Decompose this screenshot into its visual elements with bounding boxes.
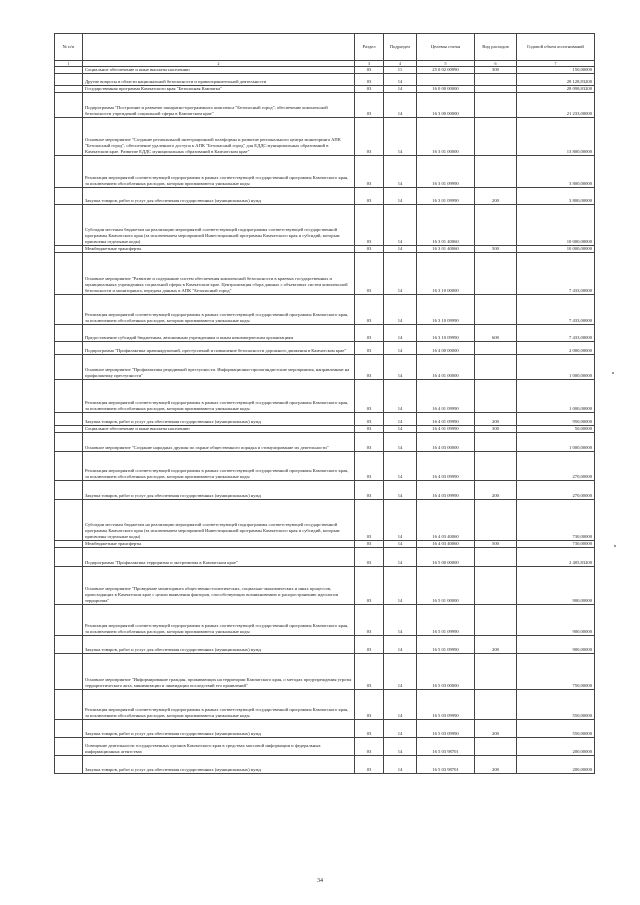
- row-subsection: 14: [384, 188, 417, 205]
- row-target-code: 16 3 01 00000: [417, 118, 475, 156]
- row-target-code: 16 5 03 00000: [417, 654, 475, 690]
- row-number: [55, 205, 83, 246]
- row-expense-type: 500: [475, 246, 517, 253]
- row-section: 03: [355, 690, 384, 720]
- row-section: 03: [355, 355, 384, 380]
- row-name: Основное мероприятие "Проведение мониторинга общественно-политических, социально-экономических и иных процессов, происходящих в Камчатском крае с целью выявления факторов, способствующих возникновению и распространению идеологии терроризма": [83, 567, 355, 605]
- row-total: 3 800,00000: [517, 156, 595, 188]
- table-row: [55, 67, 595, 74]
- row-name: Подпрограмма "Профилактика терроризма и экстремизма в Камчатском крае": [83, 548, 355, 567]
- row-section: 03: [355, 654, 384, 690]
- row-subsection: 14: [384, 481, 417, 500]
- row-expense-type: [475, 295, 517, 325]
- row-subsection: 14: [384, 426, 417, 433]
- table-row: [55, 253, 595, 295]
- row-number: [55, 433, 83, 452]
- row-total: 13 800,00000: [517, 118, 595, 156]
- row-section: 03: [355, 118, 384, 156]
- row-name: Реализация мероприятий соответствующей подпрограммы в рамках соответствующей государственной программы Камчатского края, за исключением обособленных расходов, которым присваиваются уникальные коды: [83, 156, 355, 188]
- row-target-code: 16 3 01 40060: [417, 205, 475, 246]
- scan-speck: [614, 545, 616, 547]
- table-row: [55, 481, 595, 500]
- row-section: 03: [355, 738, 384, 756]
- table-row: [55, 756, 595, 774]
- row-subsection: 14: [384, 690, 417, 720]
- row-number: [55, 156, 83, 188]
- row-total: 2 405,83200: [517, 548, 595, 567]
- row-total: 10 000,00000: [517, 246, 595, 253]
- row-subsection: 14: [384, 541, 417, 548]
- row-total: 1 000,00000: [517, 355, 595, 380]
- table-row: [55, 118, 595, 156]
- row-expense-type: [475, 433, 517, 452]
- table-row: [55, 452, 595, 481]
- row-name: Закупка товаров, работ и услуг для обеспечения государственных (муниципальных) нужд: [83, 720, 355, 738]
- row-name: Субсидии местным бюджетам на реализацию мероприятий соответствующей подпрограммы соответствующей государственной программы Камчатского края (за исключением мероприятий Инвестиционной программы Камчатского края и субсидий, которым присвоены отдельные коды): [83, 205, 355, 246]
- row-number: [55, 426, 83, 433]
- row-subsection: 14: [384, 246, 417, 253]
- row-target-code: 25 0 02 00990: [417, 67, 475, 74]
- row-number: [55, 118, 83, 156]
- row-name: Основное мероприятие "Информирование граждан, проживающих на территории Камчатского края, о методах предупреждения угрозы террористического акта, минимизации и ликвидации последствий его проявлений": [83, 654, 355, 690]
- row-expense-type: 300: [475, 426, 517, 433]
- table-row: [55, 567, 595, 605]
- row-section: 03: [355, 541, 384, 548]
- row-section: 03: [355, 67, 384, 74]
- row-name: Межбюджетные трансферты: [83, 246, 355, 253]
- row-total: 900,00000: [517, 567, 595, 605]
- row-expense-type: 500: [475, 541, 517, 548]
- column-number: 3: [355, 61, 384, 67]
- table-row: [55, 86, 595, 93]
- row-expense-type: [475, 74, 517, 86]
- row-target-code: 16 3 10 00000: [417, 253, 475, 295]
- budget-table: [54, 33, 595, 774]
- header-total: Годовой объем ассигнований: [517, 34, 595, 61]
- row-name: Основное мероприятие "Профилактика рецидивной преступности. Информационно-пропагандистские мероприятия, направленные на профилактику преступности": [83, 355, 355, 380]
- row-name: Межбюджетные трансферты: [83, 541, 355, 548]
- header-name: [83, 34, 355, 61]
- row-number: [55, 452, 83, 481]
- row-target-code: 16 5 01 00000: [417, 567, 475, 605]
- row-number: [55, 605, 83, 636]
- row-subsection: 14: [384, 654, 417, 690]
- row-subsection: 14: [384, 452, 417, 481]
- table-row: [55, 205, 595, 246]
- row-name: Основное мероприятие "Развитие и содержание систем обеспечения комплексной безопасности в краевых государственных и муниципальных учреждениях социальной сферы в Камчатском крае. Централизация сбора данных с объектовых систем комплексной безопасности и мониторинга, передача данных в АПК "Безопасный город": [83, 253, 355, 295]
- row-number: [55, 93, 83, 118]
- row-section: 03: [355, 567, 384, 605]
- row-section: 03: [355, 452, 384, 481]
- row-section: 03: [355, 93, 384, 118]
- row-target-code: 16 5 01 09990: [417, 636, 475, 654]
- row-subsection: 14: [384, 74, 417, 86]
- row-target-code: 16 4 03 40060: [417, 541, 475, 548]
- row-expense-type: [475, 690, 517, 720]
- row-name: Социальное обеспечение и иные выплаты населению: [83, 426, 355, 433]
- row-expense-type: [475, 342, 517, 355]
- row-subsection: 11: [384, 67, 417, 74]
- row-target-code: 16 4 00 00000: [417, 342, 475, 355]
- row-section: 03: [355, 342, 384, 355]
- row-subsection: 14: [384, 738, 417, 756]
- row-section: 03: [355, 481, 384, 500]
- row-number: [55, 355, 83, 380]
- row-total: 7 433,00000: [517, 253, 595, 295]
- column-number: 4: [384, 61, 417, 67]
- row-section: 03: [355, 433, 384, 452]
- row-name: Основное мероприятие "Создание региональной интеграционной платформы и развитие регионального центра мониторинга АПК "Безопасный город", обеспечение удаленного доступа к АПК "Безопасный город" для ЕДДС муниципальных образований в Камчатском крае. Развитие ЕДДС муниципальных образований в Камчатском крае": [83, 118, 355, 156]
- table-body: [55, 67, 595, 774]
- row-subsection: 14: [384, 156, 417, 188]
- row-total: 2 000,00000: [517, 342, 595, 355]
- row-name: Реализация мероприятий соответствующей подпрограммы в рамках соответствующей государственной программы Камчатского края, за исключением обособленных расходов, которым присваиваются уникальные коды: [83, 690, 355, 720]
- row-target-code: 16 5 03 09990: [417, 690, 475, 720]
- row-total: 550,00000: [517, 720, 595, 738]
- row-total: 270,00000: [517, 452, 595, 481]
- row-number: [55, 342, 83, 355]
- table-row: [55, 433, 595, 452]
- row-section: 03: [355, 253, 384, 295]
- table-row: [55, 541, 595, 548]
- row-expense-type: [475, 452, 517, 481]
- row-name: Закупка товаров, работ и услуг для обеспечения государственных (муниципальных) нужд: [83, 636, 355, 654]
- row-expense-type: [475, 605, 517, 636]
- row-name: Подпрограмма "Построение и развитие аппаратно-программного комплекса "Безопасный город", обеспечение комплексной безопасности учреждений социальной сферы в Камчатском крае": [83, 93, 355, 118]
- row-subsection: 14: [384, 756, 417, 774]
- row-total: 7 433,00000: [517, 295, 595, 325]
- row-expense-type: 200: [475, 756, 517, 774]
- row-expense-type: 200: [475, 188, 517, 205]
- row-number: [55, 500, 83, 541]
- table-row: [55, 413, 595, 426]
- row-name: Другие вопросы в области национальной безопасности и правоохранительной деятельности: [83, 74, 355, 86]
- row-number: [55, 246, 83, 253]
- table-row: [55, 500, 595, 541]
- row-total: 730,00000: [517, 500, 595, 541]
- row-target-code: 16 3 01 40060: [417, 246, 475, 253]
- table-row: [55, 654, 595, 690]
- row-section: 03: [355, 156, 384, 188]
- row-target-code: 16 4 01 09990: [417, 413, 475, 426]
- row-target-code: 16 4 03 00000: [417, 433, 475, 452]
- row-total: 7 433,00000: [517, 325, 595, 342]
- row-target-code: 16 0 00 00000: [417, 86, 475, 93]
- row-number: [55, 738, 83, 756]
- row-total: 900,00000: [517, 605, 595, 636]
- row-name: Реализация мероприятий соответствующей подпрограммы в рамках соответствующей государственной программы Камчатского края, за исключением обособленных расходов, которым присваиваются уникальные коды: [83, 295, 355, 325]
- column-number: 5: [417, 61, 475, 67]
- table-row: [55, 720, 595, 738]
- row-subsection: 14: [384, 93, 417, 118]
- table-row: [55, 342, 595, 355]
- row-number: [55, 86, 83, 93]
- row-subsection: 14: [384, 433, 417, 452]
- row-number: [55, 325, 83, 342]
- row-target-code: 16 3 10 09990: [417, 295, 475, 325]
- table-row: [55, 738, 595, 756]
- row-expense-type: 300: [475, 67, 517, 74]
- row-name: Закупка товаров, работ и услуг для обеспечения государственных (муниципальных) нужд: [83, 413, 355, 426]
- row-number: [55, 541, 83, 548]
- column-number: 7: [517, 61, 595, 67]
- row-name: Предоставление субсидий бюджетным, автономным учреждениям и иным некоммерческим организациям: [83, 325, 355, 342]
- row-number: [55, 67, 83, 74]
- row-name: Основное мероприятие "Создание народных дружин по охране общественного порядка и стимулирование их деятельности": [83, 433, 355, 452]
- row-expense-type: 600: [475, 325, 517, 342]
- table-row: [55, 156, 595, 188]
- row-subsection: 14: [384, 205, 417, 246]
- table-row: [55, 325, 595, 342]
- row-target-code: 16 4 03 40060: [417, 500, 475, 541]
- row-expense-type: [475, 86, 517, 93]
- row-number: [55, 253, 83, 295]
- row-target-code: 16 4 03 09990: [417, 452, 475, 481]
- column-number: 6: [475, 61, 517, 67]
- row-name: Подпрограмма "Профилактика правонарушений, преступлений и повышение безопасности дорожного движения в Камчатском крае": [83, 342, 355, 355]
- table-row: [55, 93, 595, 118]
- row-name: Социальное обеспечение и иные выплаты населению: [83, 67, 355, 74]
- table-row: [55, 295, 595, 325]
- row-section: 03: [355, 426, 384, 433]
- table-row: [55, 380, 595, 413]
- row-expense-type: [475, 654, 517, 690]
- row-subsection: 14: [384, 342, 417, 355]
- row-total: 950,00000: [517, 413, 595, 426]
- row-expense-type: [475, 567, 517, 605]
- row-expense-type: [475, 253, 517, 295]
- column-number: 1: [55, 61, 83, 67]
- row-target-code: 16 3 00 00000: [417, 93, 475, 118]
- row-section: 03: [355, 720, 384, 738]
- row-number: [55, 654, 83, 690]
- row-expense-type: [475, 738, 517, 756]
- row-number: [55, 567, 83, 605]
- row-target-code: 16 4 01 00000: [417, 355, 475, 380]
- row-target-code: 16 3 10 09990: [417, 325, 475, 342]
- row-total: 28 128,83200: [517, 74, 595, 86]
- row-expense-type: [475, 500, 517, 541]
- table-row: [55, 605, 595, 636]
- row-total: 1 000,00000: [517, 433, 595, 452]
- row-subsection: 14: [384, 636, 417, 654]
- table-row: [55, 548, 595, 567]
- row-total: 28 098,83200: [517, 86, 595, 93]
- row-target-code: 16 3 01 09990: [417, 188, 475, 205]
- row-name: Реализация мероприятий соответствующей подпрограммы в рамках соответствующей государственной программы Камчатского края, за исключением обособленных расходов, которым присваиваются уникальные коды: [83, 452, 355, 481]
- table-row: [55, 74, 595, 86]
- row-total: 150,00000: [517, 67, 595, 74]
- table-row: [55, 426, 595, 433]
- row-subsection: 14: [384, 500, 417, 541]
- row-total: 50,00000: [517, 426, 595, 433]
- row-total: 3 800,00000: [517, 188, 595, 205]
- row-number: [55, 690, 83, 720]
- row-name: Закупка товаров, работ и услуг для обеспечения государственных (муниципальных) нужд: [83, 481, 355, 500]
- row-expense-type: [475, 93, 517, 118]
- row-number: [55, 295, 83, 325]
- table-header: [55, 34, 595, 67]
- row-number: [55, 74, 83, 86]
- row-total: 200,00000: [517, 756, 595, 774]
- row-subsection: 14: [384, 118, 417, 156]
- row-total: 21 233,00000: [517, 93, 595, 118]
- row-target-code: 16 4 03 09990: [417, 481, 475, 500]
- row-number: [55, 380, 83, 413]
- row-expense-type: [475, 205, 517, 246]
- row-number: [55, 636, 83, 654]
- row-subsection: 14: [384, 380, 417, 413]
- row-total: 750,00000: [517, 654, 595, 690]
- row-section: 03: [355, 74, 384, 86]
- row-name: Государственная программа Камчатского края "Безопасная Камчатка": [83, 86, 355, 93]
- row-expense-type: [475, 380, 517, 413]
- page-number: 34: [317, 878, 323, 884]
- row-number: [55, 756, 83, 774]
- row-section: 03: [355, 86, 384, 93]
- table-row: [55, 246, 595, 253]
- row-expense-type: [475, 118, 517, 156]
- row-subsection: 14: [384, 355, 417, 380]
- row-section: 03: [355, 500, 384, 541]
- row-name: Освещение деятельности государственных органов Камчатского края в средствах массовой информации и федеральных информационных агентствах: [83, 738, 355, 756]
- row-number: [55, 548, 83, 567]
- table-row: [55, 355, 595, 380]
- row-expense-type: [475, 355, 517, 380]
- row-target-code: 16 5 00 00000: [417, 548, 475, 567]
- row-expense-type: 200: [475, 720, 517, 738]
- row-section: 03: [355, 548, 384, 567]
- row-total: 270,00000: [517, 481, 595, 500]
- row-target-code: 16 4 01 09990: [417, 426, 475, 433]
- row-section: 03: [355, 295, 384, 325]
- header-target: Целевая статья: [417, 34, 475, 61]
- row-name: Закупка товаров, работ и услуг для обеспечения государственных (муниципальных) нужд: [83, 188, 355, 205]
- row-subsection: 14: [384, 86, 417, 93]
- row-target-code: 16 5 03 98701: [417, 756, 475, 774]
- row-target-code: 16 5 01 09990: [417, 605, 475, 636]
- row-number: [55, 188, 83, 205]
- row-name: Реализация мероприятий соответствующей подпрограммы в рамках соответствующей государственной программы Камчатского края, за исключением обособленных расходов, которым присваиваются уникальные коды: [83, 605, 355, 636]
- table-row: [55, 188, 595, 205]
- row-number: [55, 413, 83, 426]
- row-subsection: 14: [384, 295, 417, 325]
- header-subsection: Подраздел: [384, 34, 417, 61]
- row-total: 200,00000: [517, 738, 595, 756]
- row-expense-type: 200: [475, 481, 517, 500]
- row-section: 03: [355, 636, 384, 654]
- row-subsection: 14: [384, 325, 417, 342]
- row-subsection: 14: [384, 567, 417, 605]
- header-num: № п/п: [55, 34, 83, 61]
- row-target-code: 16 3 01 09990: [417, 156, 475, 188]
- row-expense-type: [475, 548, 517, 567]
- row-name: Реализация мероприятий соответствующей подпрограммы в рамках соответствующей государственной программы Камчатского края, за исключением обособленных расходов, которым присваиваются уникальные коды: [83, 380, 355, 413]
- column-number: 2: [83, 61, 355, 67]
- row-total: 730,00000: [517, 541, 595, 548]
- row-expense-type: [475, 156, 517, 188]
- header-section: Раздел: [355, 34, 384, 61]
- row-number: [55, 720, 83, 738]
- row-target-code: 16 5 03 98701: [417, 738, 475, 756]
- row-subsection: 14: [384, 548, 417, 567]
- row-target-code: 16 4 01 09990: [417, 380, 475, 413]
- row-subsection: 14: [384, 253, 417, 295]
- table-row: [55, 690, 595, 720]
- header-row: [55, 34, 595, 61]
- row-subsection: 14: [384, 720, 417, 738]
- row-subsection: 14: [384, 605, 417, 636]
- scan-speck: [612, 372, 614, 374]
- row-total: 10 000,00000: [517, 205, 595, 246]
- row-total: 550,00000: [517, 690, 595, 720]
- row-name: Закупка товаров, работ и услуг для обеспечения государственных (муниципальных) нужд: [83, 756, 355, 774]
- row-section: 03: [355, 605, 384, 636]
- row-target-code: 16 5 03 09990: [417, 720, 475, 738]
- row-total: 1 000,00000: [517, 380, 595, 413]
- row-total: 900,00000: [517, 636, 595, 654]
- row-target-code: [417, 74, 475, 86]
- row-name: Субсидии местным бюджетам на реализацию мероприятий соответствующей подпрограммы соответствующей государственной программы Камчатского края (за исключением мероприятий Инвестиционной программы Камчатского края и субсидий, которым присвоены отдельные коды): [83, 500, 355, 541]
- row-section: 03: [355, 246, 384, 253]
- row-number: [55, 481, 83, 500]
- header-exptype: Вид расходов: [475, 34, 517, 61]
- row-section: 03: [355, 325, 384, 342]
- row-expense-type: 200: [475, 636, 517, 654]
- row-expense-type: 200: [475, 413, 517, 426]
- row-section: 03: [355, 756, 384, 774]
- row-subsection: 14: [384, 413, 417, 426]
- row-section: 03: [355, 205, 384, 246]
- row-section: 03: [355, 188, 384, 205]
- table-row: [55, 636, 595, 654]
- row-section: 03: [355, 413, 384, 426]
- row-section: 03: [355, 380, 384, 413]
